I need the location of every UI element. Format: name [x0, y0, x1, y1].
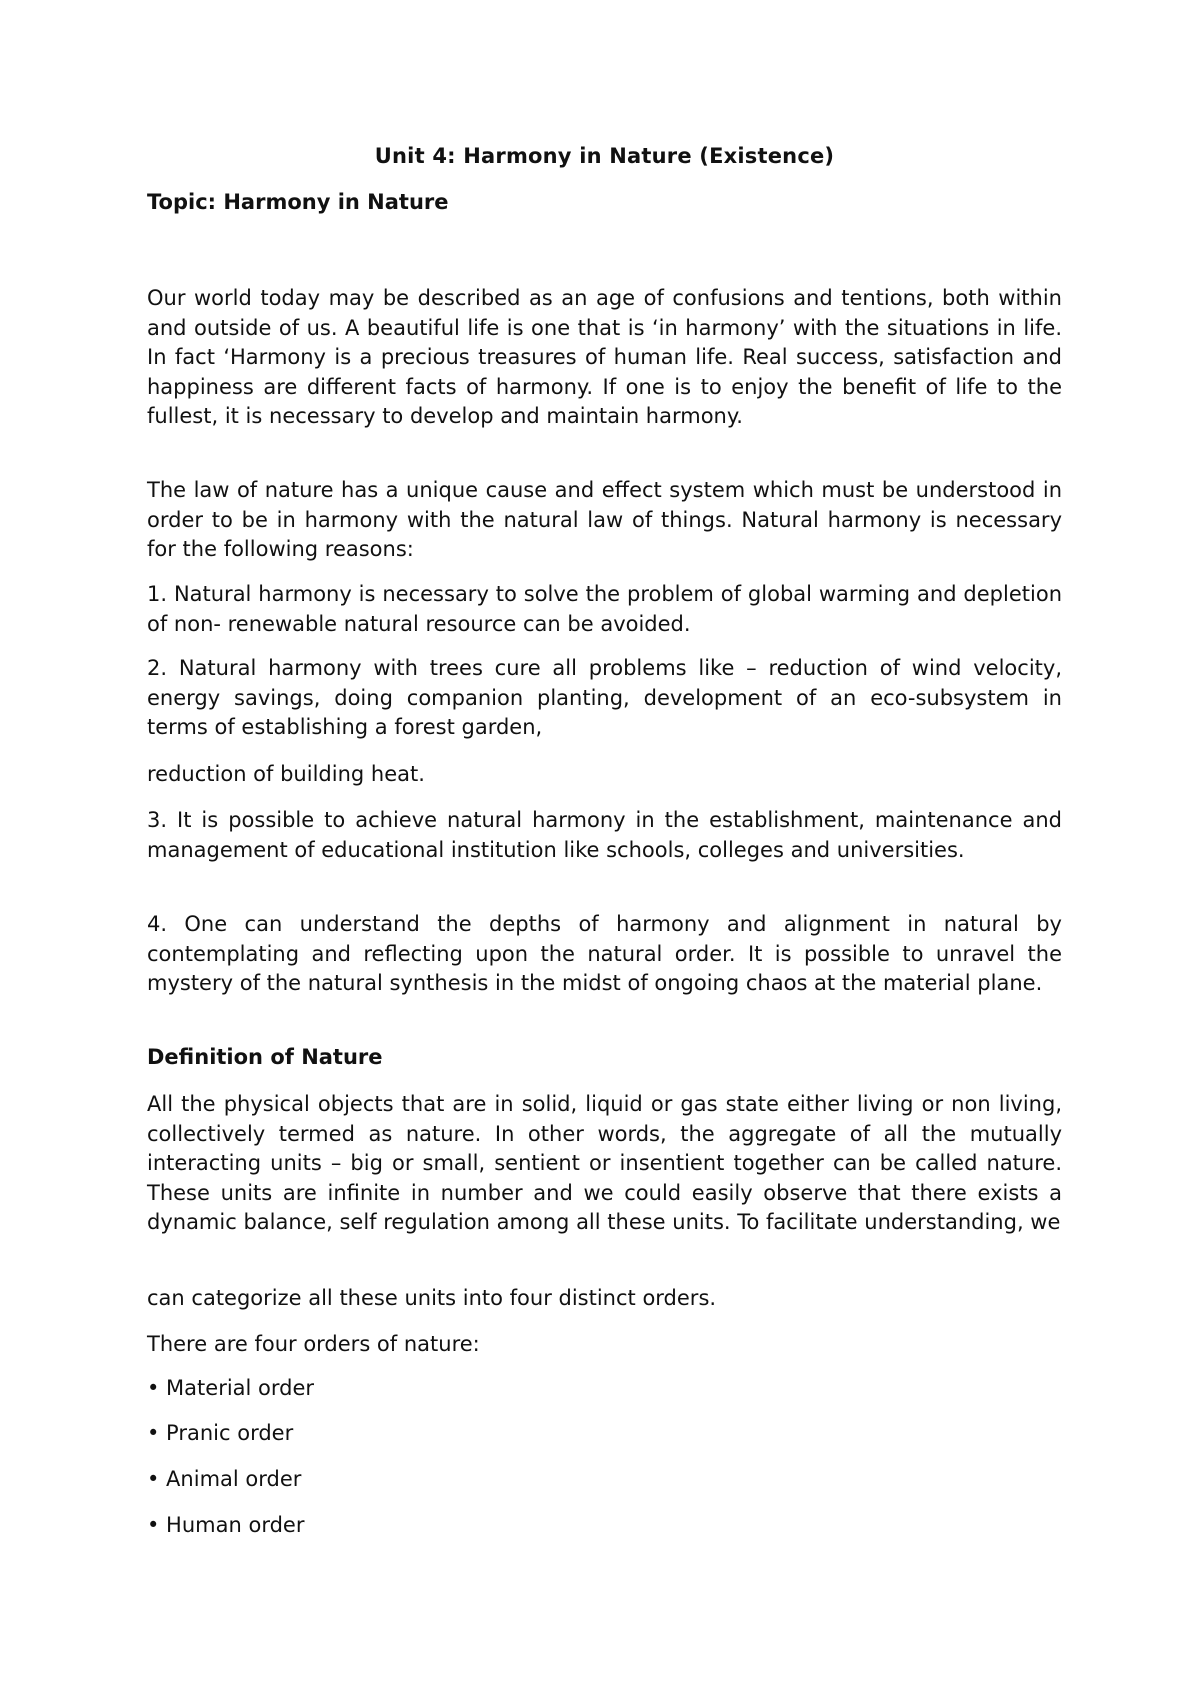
topic-heading: Topic: Harmony in Nature [147, 190, 449, 214]
law-of-nature-paragraph: The law of nature has a unique cause and effect system which must be understood in order to be in harmony with the natural law of things. Natural harmony is necessary for the following reasons: [147, 478, 1062, 561]
definition-heading: Definition of Nature [147, 1045, 383, 1069]
document-page [147, 0, 1062, 1697]
page-title: Unit 4: Harmony in Nature (Existence) [374, 144, 835, 168]
list-item: • Material order [147, 1376, 315, 1400]
reason-3-paragraph: 3. It is possible to achieve natural harmony in the establishment, maintenance and management of educational institution like schools, colleges and universities. [147, 808, 1062, 862]
reason-2-continuation: reduction of building heat. [147, 762, 425, 786]
categorize-paragraph: can categorize all these units into four distinct orders. [147, 1286, 717, 1310]
list-item: • Animal order [147, 1467, 302, 1491]
reason-4-paragraph: 4. One can understand the depths of harmony and alignment in natural by contemplating and reflecting upon the natural order. It is possible to unravel the mystery of the natural synthesis in the midst of ongoing chaos at the material plane. [147, 912, 1062, 995]
definition-paragraph: All the physical objects that are in solid, liquid or gas state either living or non living, collectively termed as nature. In other words, the aggregate of all the mutually interacting units – big or small, sentient or insentient together can be called nature. These units are infinite in number and we could easily observe that there exists a dynamic balance, self regulation among all these units. To facilitate understanding, we [147, 1092, 1062, 1234]
list-item: • Pranic order [147, 1421, 294, 1445]
four-orders-intro: There are four orders of nature: [147, 1332, 480, 1356]
reason-2-paragraph: 2. Natural harmony with trees cure all problems like – reduction of wind velocity, energy savings, doing companion planting, development of an eco-subsystem in terms of establishing a forest garden, [147, 656, 1062, 739]
reason-1-paragraph: 1. Natural harmony is necessary to solve the problem of global warming and depletion of non- renewable natural resource can be avoided. [147, 582, 1062, 636]
intro-paragraph: Our world today may be described as an age of confusions and tentions, both within and outside of us. A beautiful life is one that is ‘in harmony’ with the situations in life. In fact ‘Harmony is a precious treasures of human life. Real success, satisfaction and happiness are different facts of harmony. If one is to enjoy the benefit of life to the fullest, it is necessary to develop and maintain harmony. [147, 286, 1062, 428]
list-item: • Human order [147, 1513, 305, 1537]
